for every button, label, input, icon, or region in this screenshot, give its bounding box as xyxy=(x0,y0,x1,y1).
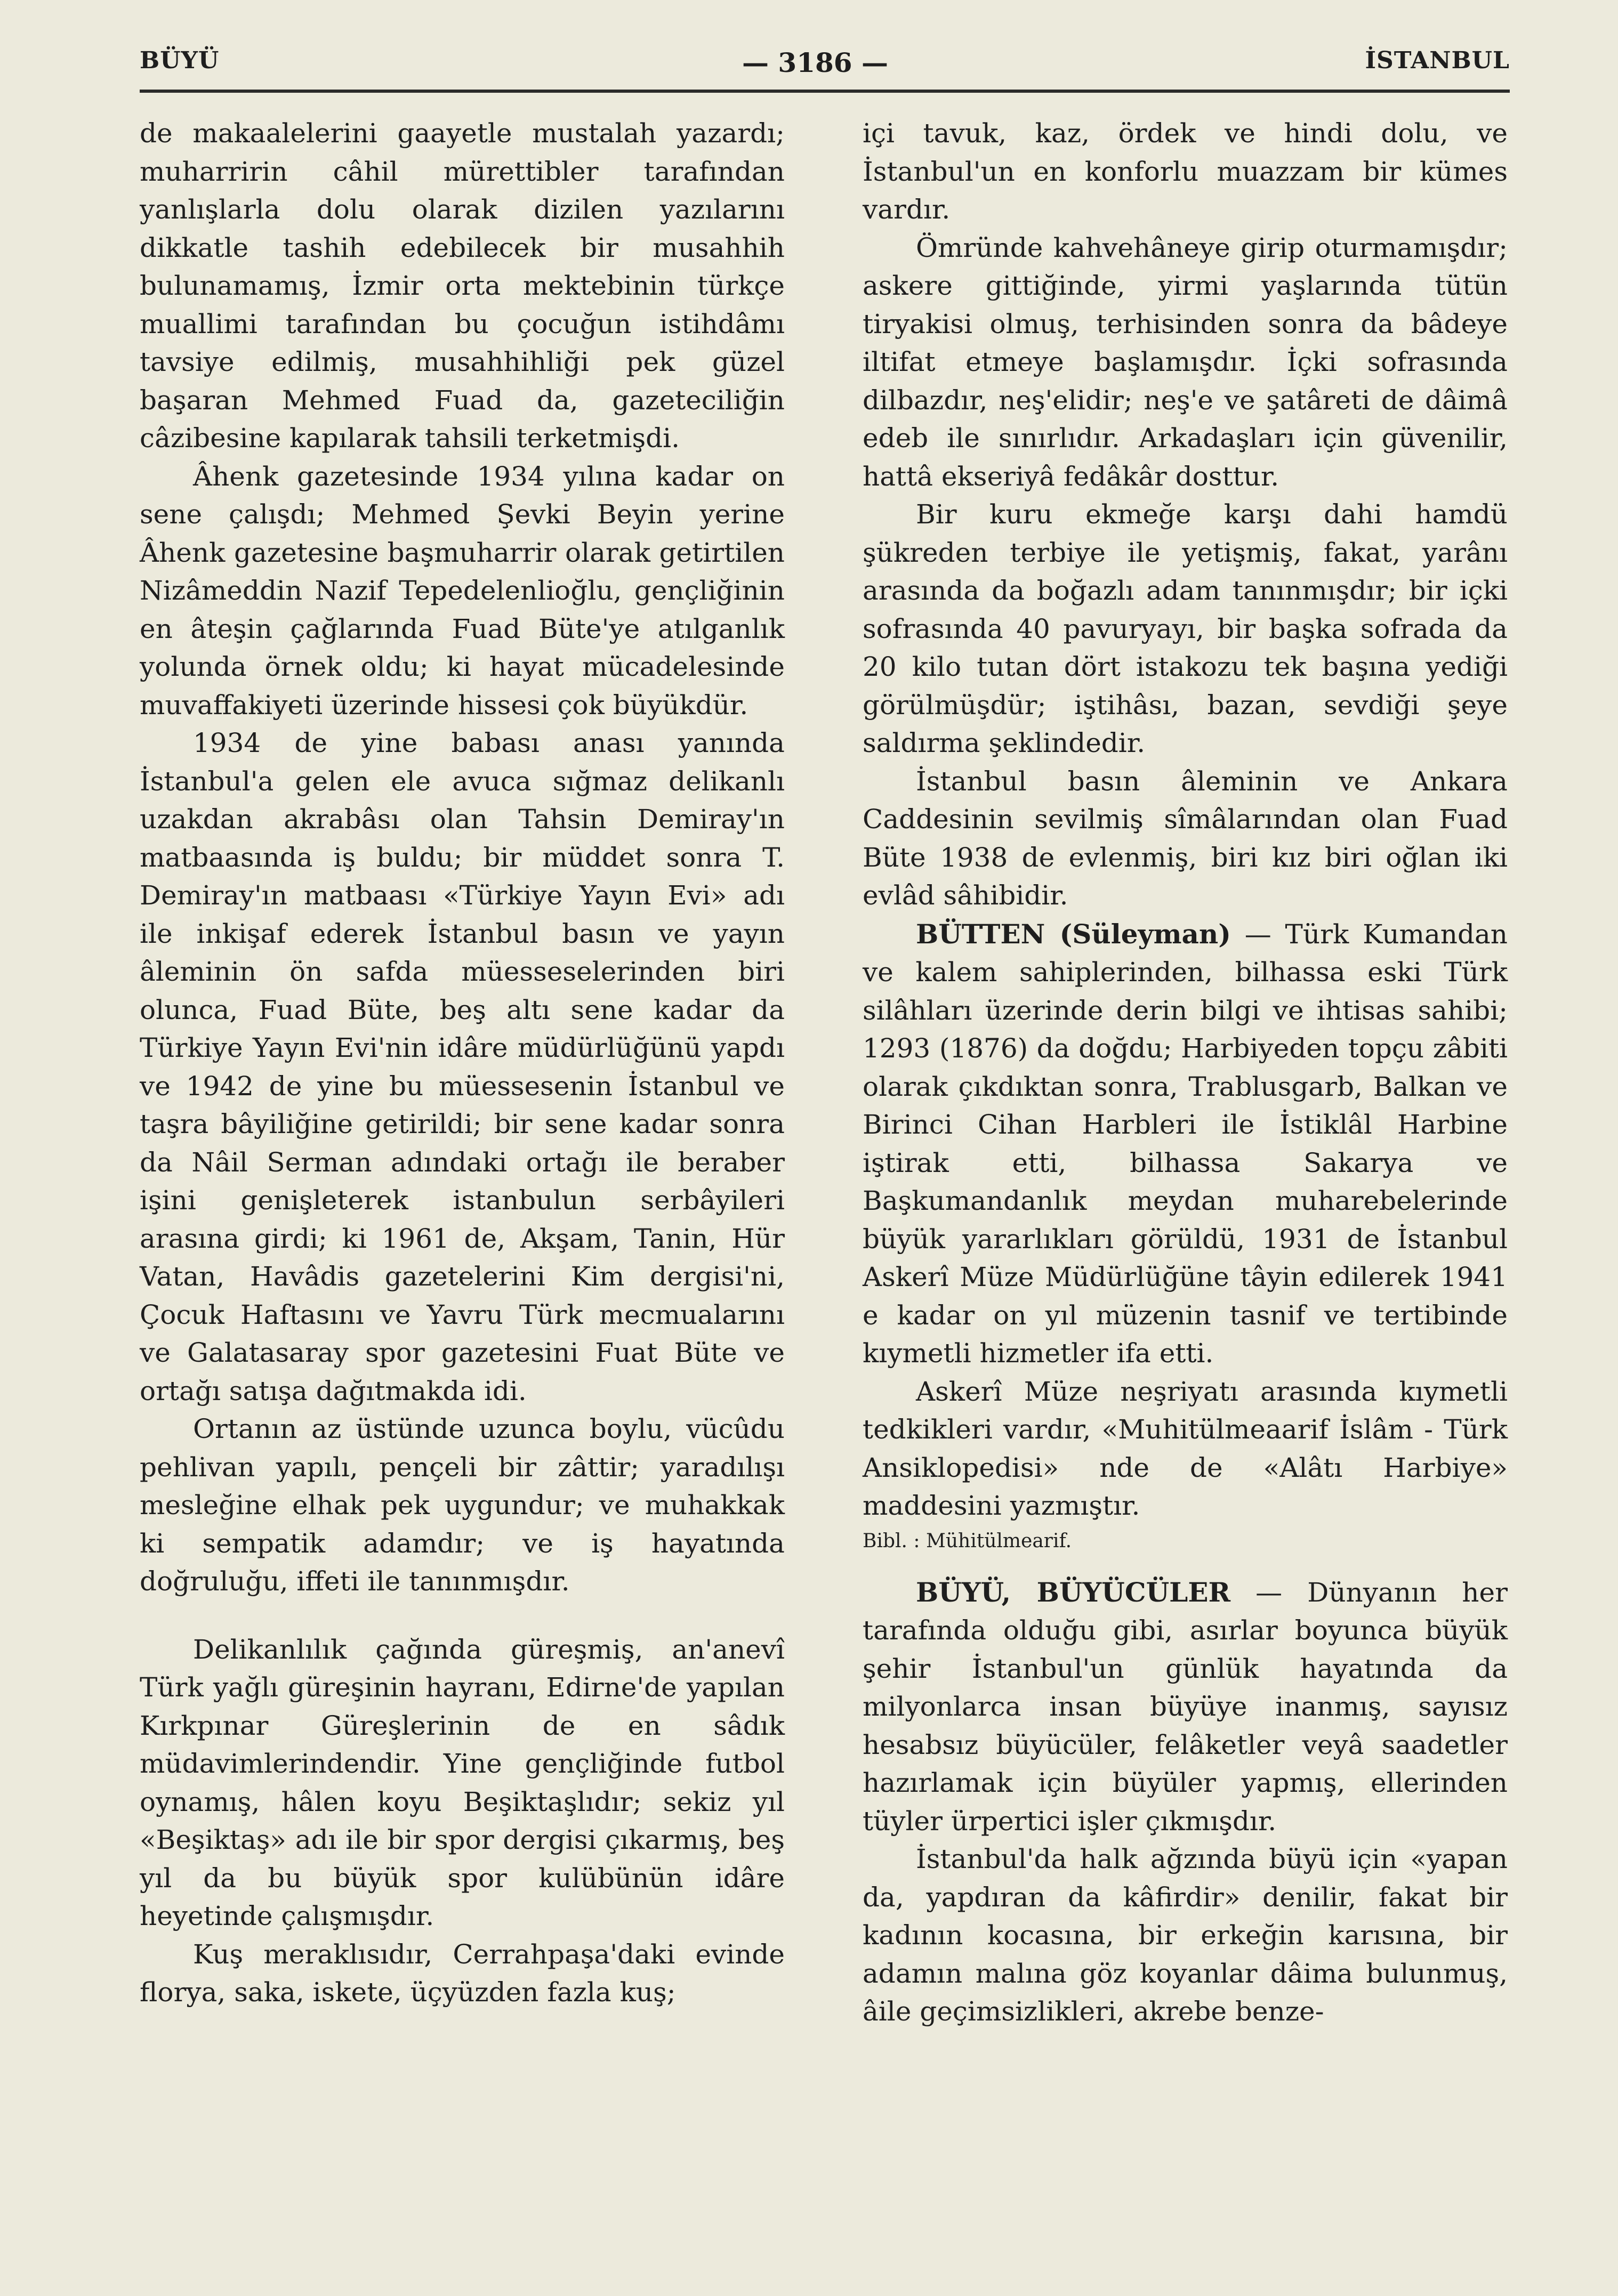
paragraph: Bir kuru ekmeğe karşı dahi hamdü şükreden terbiye ile yetişmiş, fakat, yarânı arasında da boğazlı adam tanınmışdır; bir içki sofrasında 40 pavuryayı, bir başka sofrada da 20 kilo tutan dört istakozu tek başına yediği görülmüşdür; iştihâsı, bazan, sevdiği şeye saldırma şeklindedir. xyxy=(863,499,1508,758)
header-rule xyxy=(140,90,1510,93)
paragraph: Askerî Müze neşriyatı arasında kıymetli tedkikleri vardır, «Muhitülmeaarif İslâm - Türk Ansiklopedisi» nde de «Alâtı Harbiye» maddesini yazmıştır. xyxy=(863,1376,1508,1521)
entry-headword: BÜYÜ, BÜYÜCÜLER xyxy=(916,1576,1230,1608)
paragraph: İstanbul basın âleminin ve Ankara Caddesinin sevilmiş sîmâlarından olan Fuad Büte 1938 de evlenmiş, biri kız biri oğlan iki evlâd sâhibidir. xyxy=(863,765,1508,911)
spacer xyxy=(863,1557,1508,1573)
page-number: — 3186 — xyxy=(742,47,888,78)
header-keyword-right: İSTANBUL xyxy=(1365,47,1510,74)
paragraph: Ömründe kahvehâneye girip oturmamışdır; askere gittiğinde, yirmi yaşlarında tütün tiryakisi olmuş, terhisinden sonra da bâdeye iltifat etmeye başlamışdır. İçki sofrasında dilbazdır, neş'elidir; neş'e ve şatâreti de dâimâ edeb ile sınırlıdır. Arkadaşları için güvenilir, hattâ ekseriyâ fedâkâr dosttur. xyxy=(863,232,1508,492)
paragraph: Ortanın az üstünde uzunca boylu, vücûdu pehlivan yapılı, pençeli bir zâttir; yaradılışı mesleğine elhak pek uygundur; ve muhakkak ki sempatik adamdır; ve iş hayatında doğruluğu, iffeti ile tanınmışdır. xyxy=(140,1413,785,1597)
header-keyword-left: BÜYÜ xyxy=(140,47,220,74)
spacer xyxy=(140,1601,785,1631)
entry-text: — Dünyanın her tarafında olduğu gibi, asırlar boyunca büyük şehir İstanbul'un günlük hayatında da milyonlarca insan büyüye inanmış, sayısız hesabsız büyücüler, felâketler veyâ saadetler hazırlamak için büyüler yapmış, ellerinden tüyler ürpertici işler çıkmışdır. xyxy=(863,1577,1508,1837)
paragraph: 1934 de yine babası anası yanında İstanbul'a gelen ele avuca sığmaz delikanlı uzakdan akrabâsı olan Tahsin Demiray'ın matbaasında iş buldu; bir müddet sonra T. Demiray'ın matbaası «Türkiye Yayın Evi» adı ile inkişaf ederek İstanbul basın ve yayın âleminin ön safda müesseselerinden biri olunca, Fuad Büte, beş altı sene kadar da Türkiye Yayın Evi'nin idâre müdürlüğünü yapdı ve 1942 de yine bu müessesenin İstanbul ve taşra bâyiliğine getirildi; bir sene kadar sonra da Nâil Serman adındaki ortağı ile beraber işini genişleterek istanbulun serbâyileri arasına girdi; ki 1961 de, Akşam, Tanin, Hür Vatan, Havâdis gazetelerini Kim dergisi'ni, Çocuk Haftasını ve Yavru Türk mecmualarını ve Galatasaray spor gazetesini Fuat Büte ve ortağı satışa dağıtmakda idi. xyxy=(140,727,785,1406)
paragraph: içi tavuk, kaz, ördek ve hindi dolu, ve İstanbul'un en konforlu muazzam bir kümes vardır. xyxy=(863,118,1508,225)
paragraph: İstanbul'da halk ağzında büyü için «yapan da, yapdıran da kâfirdir» denilir, fakat bir kadının kocasına, bir erkeğin karısına, bir adamın malına göz koyanlar dâima bulunmuş, âile geçimsizlikleri, akrebe benze- xyxy=(863,1844,1508,2027)
right-column xyxy=(863,115,1508,2031)
paragraph: Âhenk gazetesinde 1934 yılına kadar on sene çalışdı; Mehmed Şevki Beyin yerine Âhenk gazetesine başmuharrir olarak getirtilen Nizâmeddin Nazif Tepedelenlioğlu, gençliğinin en âteşin çağlarında Fuad Büte'ye atılganlık yolunda örnek oldu; ki hayat mücadelesinde muvaffakiyeti üzerinde hissesi çok büyükdür. xyxy=(140,460,785,721)
bibliography-note: Bibl. : Mühitülmearif. xyxy=(863,1530,1072,1552)
paragraph: Kuş meraklısıdır, Cerrahpaşa'daki evinde florya, saka, iskete, üçyüzden fazla kuş; xyxy=(140,1938,785,2008)
paragraph: Delikanlılık çağında güreşmiş, an'anevî Türk yağlı güreşinin hayranı, Edirne'de yapılan Kırkpınar Güreşlerinin de en sâdık müdavimlerindendir. Yine gençliğinde futbol oynamış, hâlen koyu Beşiktaşlıdır; sekiz yıl «Beşiktaş» adı ile bir spor dergisi çıkarmış, beş yıl da bu büyük spor kulübünün idâre heyetinde çalışmışdır. xyxy=(140,1634,785,1931)
entry-headword: BÜTTEN (Süleyman) xyxy=(916,918,1231,950)
page-header xyxy=(140,47,1510,90)
entry-buyu xyxy=(863,1573,1508,1841)
paragraph: de makaalelerini gaayetle mustalah yazardı; muharririn câhil mürettibler tarafından yanlışlarla dolu olarak dizilen yazılarını dikkatle tashih edebilecek bir musahhih bulunamamış, İzmir orta mektebinin türkçe muallimi tarafından bu çocuğun istihdâmı tavsiye edilmiş, musahhihliği pek güzel başaran Mehmed Fuad da, gazeteciliğin câzibesine kapılarak tahsili terketmişdi. xyxy=(140,118,785,454)
entry-butten xyxy=(863,915,1508,1373)
left-column xyxy=(140,115,785,2012)
entry-text: — Türk Kumandan ve kalem sahiplerinden, bilhassa eski Türk silâhları üzerinde derin bilgi ve ihtisas sahibi; 1293 (1876) da doğdu; Harbiyeden topçu zâbiti olarak çıkdıktan sonra, Trablusgarb, Balkan ve Birinci Cihan Harbleri ile İstiklâl Harbine iştirak etti, bilhassa Sakarya ve Başkumandanlık meydan muharebelerinde büyük yararlıkları görüldü, 1931 de İstanbul Askerî Müze Müdürlüğüne tâyin edilerek 1941 e kadar on yıl müzenin tasnif ve tertibinde kıymetli hizmetler ifa etti. xyxy=(863,918,1508,1369)
